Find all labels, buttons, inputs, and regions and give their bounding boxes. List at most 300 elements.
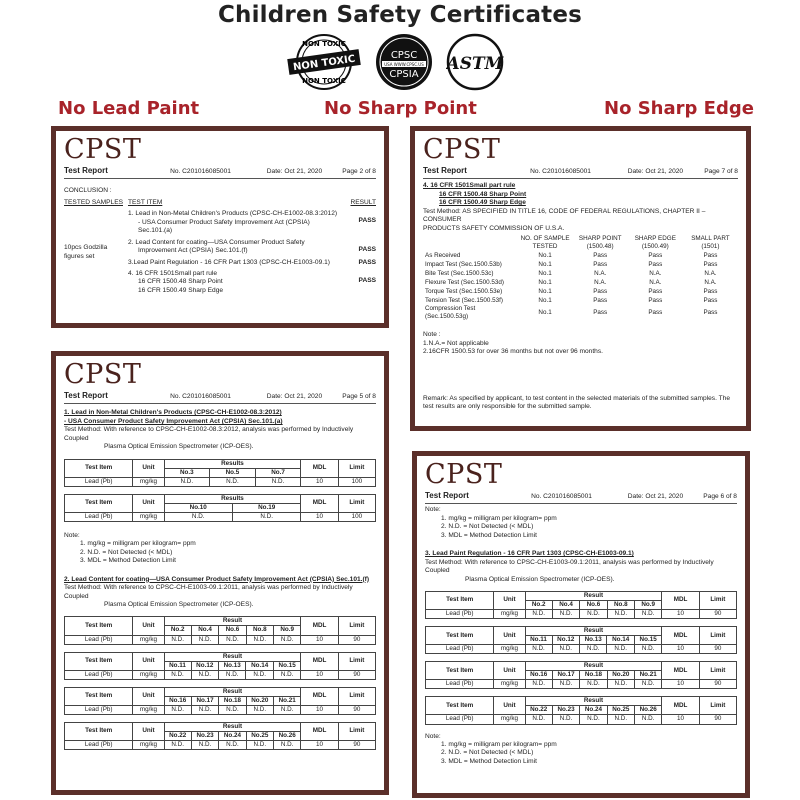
lead-result-table (425, 661, 737, 689)
cell-test-name: Impact Test (Sec.1500.53b) (425, 260, 502, 268)
lead-table-1 (64, 459, 376, 487)
report-page-number: Page 7 of 8 (704, 168, 738, 175)
note-item: 2. N.D. = Not Detected (< MDL) (441, 523, 534, 531)
cell-result: N.D. (634, 645, 661, 654)
col-limit: Limit (699, 697, 736, 715)
table-header-row (423, 235, 738, 251)
col-limit: Limit (338, 652, 375, 670)
notes-list (64, 540, 376, 565)
col-sample-no: No.22 (525, 706, 552, 715)
col-mdl: MDL (662, 627, 699, 645)
conclusion-item-result: PASS (358, 245, 376, 253)
table-header-row (65, 652, 376, 661)
col-test-item: Test Item (65, 617, 133, 635)
report-header (423, 166, 738, 179)
col-sample-no: No.15 (273, 661, 300, 670)
cell-result: N.D. (273, 670, 300, 679)
cell-value: No.1 (538, 278, 552, 286)
cell-result: N.D. (246, 635, 273, 644)
cell-result: N.D. (525, 645, 552, 654)
section-2-method-2: Plasma Optical Emission Spectrometer (ICP-OES). (104, 600, 254, 608)
lead-paint-tables (425, 591, 737, 725)
lead-result-table (64, 494, 376, 522)
lead-result-table (425, 591, 737, 619)
col-results: Result (164, 722, 301, 731)
cell-value: Pass (593, 287, 608, 295)
cell-limit: 90 (338, 670, 375, 679)
table-header-row (65, 722, 376, 731)
cpst-logo: CPST (423, 134, 501, 165)
cell-mdl: 10 (301, 740, 338, 749)
col-sample-no: No.25 (607, 706, 634, 715)
col-sample-no: No.25 (246, 731, 273, 740)
col-sample-no: No.8 (246, 626, 273, 635)
cell-limit: 100 (338, 512, 375, 521)
cell-result: N.D. (164, 740, 191, 749)
cell-mdl: 10 (662, 610, 699, 619)
cell-result: N.D. (607, 715, 634, 724)
conclusion-item-line: Sec.101.(a) (138, 227, 173, 235)
cell-test-name: Torque Test (Sec.1500.53e) (425, 287, 503, 295)
cell-test-name: As Received (425, 251, 461, 259)
col-sample-no: No.12 (552, 636, 579, 645)
col-results: Results (164, 494, 301, 503)
nontoxic-bottom: NON TOXIC (302, 77, 346, 85)
conclusion-item-result: PASS (358, 276, 376, 284)
lead-table-2 (64, 494, 376, 522)
col-sample-no: No.24 (219, 731, 246, 740)
col-test-item: Test Item (65, 722, 133, 740)
lead-result-table (64, 722, 376, 750)
lead-result-table (64, 459, 376, 487)
cell-mdl: 10 (301, 635, 338, 644)
cell-unit: mg/kg (494, 610, 525, 619)
col-sample-no: No.4 (191, 626, 218, 635)
cell-value: N.A. (704, 269, 717, 277)
col-test-item: Test Item (65, 459, 133, 477)
table-header-row (65, 494, 376, 503)
col-limit: Limit (338, 617, 375, 635)
cell-value: No.1 (538, 260, 552, 268)
report-page-number: Page 6 of 8 (703, 493, 737, 500)
cell-value: Pass (593, 251, 608, 259)
report-date: Date: Oct 21, 2020 (266, 168, 323, 175)
report-page-5 (51, 351, 389, 795)
conclusion-item-line: 16 CFR 1500.48 Sharp Point (138, 278, 223, 286)
lead-result-table (64, 616, 376, 644)
section-1-method: Test Method: With reference to CPSC-CH-E1002-08.3:2012, analysis was performed by Inductively Coupled (64, 426, 354, 442)
cell-result: N.D. (246, 740, 273, 749)
nontoxic-mid: NON TOXIC (292, 53, 356, 74)
cell-limit: 90 (338, 705, 375, 714)
mechanical-test-table (423, 235, 738, 321)
cell-result: N.D. (525, 610, 552, 619)
conclusion-item-line: - USA Consumer Product Safety Improvement Act (CPSIA) (138, 218, 310, 226)
table-row (423, 251, 738, 260)
conclusion-item (128, 270, 376, 295)
col-mdl: MDL (301, 459, 338, 477)
cell-unit: mg/kg (494, 645, 525, 654)
col-header: SHARP EDGE (1500.49) (634, 235, 676, 251)
section-1-subtitle: - USA Consumer Product Safety Improvement Act (CPSIA) Sec.101.(a) (64, 417, 283, 425)
table-row (423, 305, 738, 321)
col-mdl: MDL (301, 722, 338, 740)
remark: Remark: As specified by applicant, to test content in the selected materials of the submitted samples. The test results are only responsible for the submitted sample. (423, 394, 731, 410)
cell-result: N.D. (164, 705, 191, 714)
cell-result: N.D. (255, 477, 301, 486)
lead-result-table (64, 687, 376, 715)
cell-mdl: 10 (301, 477, 338, 486)
note-item: 1. mg/kg = milligram per kilogram= ppm (80, 540, 196, 548)
table-row (426, 645, 737, 654)
cell-item: Lead (Pb) (65, 635, 133, 644)
col-sample-no: No.10 (164, 503, 232, 512)
table-row (423, 287, 738, 296)
table-row (65, 512, 376, 521)
cell-result: N.D. (274, 705, 301, 714)
tested-sample: 10pcs Godzilla figures set (64, 244, 108, 260)
col-unit: Unit (133, 722, 164, 740)
table-row (65, 635, 376, 644)
col-test-item: Test Item (426, 627, 494, 645)
cell-result: N.D. (232, 512, 300, 521)
col-sample-no: No.18 (580, 671, 607, 680)
nontoxic-top: NON TOXIC (302, 40, 346, 48)
cell-unit: mg/kg (133, 635, 164, 644)
report-date: Date: Oct 21, 2020 (627, 493, 684, 500)
cell-value: No.1 (538, 309, 552, 317)
cell-result: N.D. (191, 740, 218, 749)
cpst-logo: CPST (64, 359, 142, 390)
col-header: SHARP POINT (1500.48) (578, 235, 622, 251)
cell-result: N.D. (552, 645, 579, 654)
table-row (423, 260, 738, 269)
cpst-logo: CPST (64, 134, 142, 165)
col-results: Results (164, 459, 301, 468)
col-mdl: MDL (662, 591, 699, 609)
cpsia-text: CPSIA (389, 69, 419, 80)
conclusion-item-text (128, 210, 348, 235)
report-title: Test Report (64, 391, 108, 400)
col-sample-no: No.20 (246, 696, 273, 705)
col-sample-no: No.2 (164, 626, 191, 635)
cell-item: Lead (Pb) (65, 512, 133, 521)
cell-result: N.D. (210, 477, 256, 486)
cell-mdl: 10 (662, 645, 699, 654)
col-sample-no: No.11 (525, 636, 552, 645)
table-header-row (65, 617, 376, 626)
report-title: Test Report (423, 166, 467, 175)
report-page-number: Page 2 of 8 (342, 168, 376, 175)
notes-list (425, 515, 737, 540)
col-limit: Limit (699, 591, 736, 609)
cell-mdl: 10 (301, 670, 338, 679)
cell-result: N.D. (246, 705, 273, 714)
cell-item: Lead (Pb) (65, 670, 133, 679)
report-title: Test Report (425, 491, 469, 500)
cell-result: N.D. (607, 610, 634, 619)
section-4-method: Test Method: AS SPECIFIED IN TITLE 16, CODE OF FEDERAL REGULATIONS, CHAPTER II – CONSUMER (423, 207, 706, 224)
col-test-item: Test Item (65, 652, 133, 670)
cell-result: N.D. (246, 670, 273, 679)
col-test-item: TEST ITEM (128, 198, 163, 206)
report-header (425, 491, 737, 504)
cell-result: N.D. (635, 610, 662, 619)
note-item: 3. MDL = Method Detection Limit (441, 757, 537, 765)
col-unit: Unit (494, 662, 525, 680)
note-item: 1. mg/kg = milligram per kilogram= ppm (441, 514, 557, 522)
table-row (65, 705, 376, 714)
col-limit: Limit (338, 722, 375, 740)
section-4-method-2: PRODUCTS SAFETY COMMISSION OF U.S.A. (423, 224, 565, 232)
cell-result: N.D. (635, 680, 662, 689)
cell-limit: 90 (699, 715, 736, 724)
conclusion-item-text (128, 270, 348, 295)
notes-label-2: Note: (425, 732, 441, 740)
cell-value: No.1 (538, 269, 552, 277)
cell-result: N.D. (580, 715, 607, 724)
table-row (423, 269, 738, 278)
note-item: 1. mg/kg = milligram per kilogram= ppm (441, 740, 557, 748)
table-row (426, 610, 737, 619)
conclusion-item-result: PASS (358, 258, 376, 266)
cell-limit: 90 (699, 645, 736, 654)
col-sample-no: No.6 (219, 626, 246, 635)
report-date: Date: Oct 21, 2020 (627, 168, 684, 175)
note-item: 3. MDL = Method Detection Limit (441, 531, 537, 539)
cell-value: Pass (703, 309, 718, 317)
col-sample-no: No.8 (607, 600, 634, 609)
cell-value: No.1 (538, 251, 552, 259)
cpsc-text: CPSC (390, 50, 418, 61)
report-header (64, 391, 376, 404)
lead-result-table (64, 652, 376, 680)
col-sample-no: No.17 (191, 696, 218, 705)
conclusion-item-line: 2. Lead Content for coating—USA Consumer Product Safety (128, 238, 305, 246)
col-tested-samples: TESTED SAMPLES (64, 198, 123, 206)
conclusion-item-line: 16 CFR 1500.49 Sharp Edge (138, 286, 224, 294)
cell-result: N.D. (164, 670, 191, 679)
cell-result: N.D. (607, 680, 634, 689)
note-item: 2. N.D. = Not Detected (< MDL) (80, 548, 173, 556)
cell-test-name: Flexure Test (Sec.1500.53d) (425, 278, 504, 286)
notes-list (423, 340, 738, 357)
note-item: 2.16CFR 1500.53 for over 36 months but not over 96 months. (423, 348, 603, 356)
col-limit: Limit (338, 494, 375, 512)
note-item: 2. N.D. = Not Detected (< MDL) (441, 749, 534, 757)
cell-limit: 90 (699, 610, 736, 619)
note-item: 3. MDL = Method Detection Limit (80, 557, 176, 565)
table-header-row (426, 697, 737, 706)
col-sample-no: No.4 (552, 600, 579, 609)
col-sample-no: No.23 (191, 731, 218, 740)
col-results: Result (525, 591, 662, 600)
col-sample-no: No.16 (164, 696, 191, 705)
cell-value: No.1 (538, 296, 552, 304)
section-4-sharp-point: 16 CFR 1500.48 Sharp Point (439, 190, 527, 198)
page-title: Children Safety Certificates (217, 2, 583, 28)
section-4-title: 4. 16 CFR 1501Small part rule (423, 182, 516, 190)
cell-result: N.D. (164, 512, 232, 521)
col-unit: Unit (494, 697, 525, 715)
table-header-row (65, 687, 376, 696)
cpsc-sub: USA WWW.CPSC.US (384, 62, 424, 67)
col-sample-no: No.3 (164, 468, 210, 477)
cell-value: N.A. (649, 269, 662, 277)
col-sample-no: No.21 (274, 696, 301, 705)
col-limit: Limit (338, 687, 375, 705)
table-row (65, 477, 376, 486)
cell-result: N.D. (579, 645, 606, 654)
col-test-item: Test Item (65, 494, 133, 512)
notes-label: Note : (423, 331, 441, 339)
col-sample-no: No.20 (607, 671, 634, 680)
col-mdl: MDL (662, 697, 699, 715)
cell-value: N.A. (594, 269, 607, 277)
col-result: RESULT (350, 198, 376, 206)
table-row (65, 740, 376, 749)
cell-result: N.D. (164, 477, 210, 486)
cell-mdl: 10 (301, 512, 338, 521)
col-unit: Unit (494, 591, 525, 609)
col-sample-no: No.17 (552, 671, 579, 680)
cell-value: Pass (703, 251, 718, 259)
cell-result: N.D. (580, 610, 607, 619)
cell-value: Pass (648, 296, 663, 304)
report-number: No. C201016085001 (531, 493, 592, 500)
col-sample-no: No.26 (635, 706, 662, 715)
col-sample-no: No.21 (635, 671, 662, 680)
col-unit: Unit (494, 627, 525, 645)
col-sample-no: No.6 (580, 600, 607, 609)
cell-value: Pass (648, 260, 663, 268)
non-toxic-badge-icon (286, 32, 362, 92)
col-test-item: Test Item (426, 591, 494, 609)
cell-mdl: 10 (301, 705, 338, 714)
col-header: SMALL PART (1501) (691, 235, 730, 251)
lead-result-table (425, 626, 737, 654)
notes-list-2 (425, 741, 737, 766)
col-sample-no: No.19 (232, 503, 300, 512)
report-page-2 (51, 126, 389, 328)
report-number: No. C201016085001 (170, 168, 231, 175)
col-mdl: MDL (301, 687, 338, 705)
cell-test-name: Bite Test (Sec.1500.53c) (425, 269, 494, 277)
cell-unit: mg/kg (133, 670, 164, 679)
conclusion-item-text (128, 239, 348, 256)
cell-result: N.D. (525, 680, 552, 689)
table-header-row (426, 591, 737, 600)
cell-result: N.D. (164, 635, 191, 644)
table-header-row (426, 662, 737, 671)
cell-result: N.D. (191, 670, 218, 679)
report-title: Test Report (64, 166, 108, 175)
section-3-title: 3. Lead Paint Regulation - 16 CFR Part 1303 (CPSC-CH-E1003-09.1) (425, 550, 634, 558)
notes-label: Note: (64, 531, 80, 539)
label-no-lead-paint: No Lead Paint (58, 98, 200, 119)
cell-item: Lead (Pb) (65, 477, 133, 486)
col-results: Result (164, 687, 301, 696)
conclusion-item (128, 259, 376, 267)
col-sample-no: No.18 (219, 696, 246, 705)
col-results: Result (525, 697, 662, 706)
col-limit: Limit (699, 662, 736, 680)
col-results: Result (164, 617, 301, 626)
conclusion-item-result: PASS (358, 217, 376, 225)
table-header-row (65, 459, 376, 468)
cell-value: N.A. (594, 278, 607, 286)
conclusion-item-line: 3.Lead Paint Regulation - 16 CFR Part 1303 (CPSC-CH-E1003-09.1) (128, 258, 330, 266)
report-date: Date: Oct 21, 2020 (266, 393, 323, 400)
col-unit: Unit (133, 652, 164, 670)
cell-test-name: Tension Test (Sec.1500.53f) (425, 296, 503, 304)
note-item: 1.N.A.= Not applicable (423, 339, 489, 347)
col-header (423, 235, 518, 251)
cell-result: N.D. (635, 715, 662, 724)
label-no-sharp-point: No Sharp Point (324, 98, 477, 119)
conclusion-items (128, 210, 376, 298)
section-1-title: 1. Lead in Non-Metal Children's Products (CPSC-CH-E1002-08.3:2012) (64, 409, 282, 417)
col-mdl: MDL (301, 652, 338, 670)
cell-unit: mg/kg (494, 715, 525, 724)
coating-tables (64, 616, 376, 750)
cell-item: Lead (Pb) (426, 680, 494, 689)
table-row (426, 680, 737, 689)
cell-mdl: 10 (662, 715, 699, 724)
cell-value: Pass (703, 296, 718, 304)
col-test-item: Test Item (65, 687, 133, 705)
section-4-sharp-edge: 16 CFR 1500.49 Sharp Edge (439, 199, 526, 207)
lead-result-table (425, 696, 737, 724)
cell-value: Pass (593, 309, 608, 317)
cell-unit: mg/kg (133, 705, 164, 714)
col-sample-no: No.11 (164, 661, 191, 670)
cell-item: Lead (Pb) (426, 715, 494, 724)
cell-item: Lead (Pb) (426, 645, 494, 654)
col-sample-no: No.16 (525, 671, 552, 680)
table-row (423, 278, 738, 287)
section-3-method: Test Method: With reference to CPSC-CH-E1003-09.1:2011, analysis was performed by Inductively Coupled (425, 558, 714, 575)
col-sample-no: No.12 (191, 661, 218, 670)
conclusion-label: CONCLUSION : (64, 187, 112, 195)
table-header-row (426, 627, 737, 636)
col-mdl: MDL (301, 617, 338, 635)
cell-item: Lead (Pb) (65, 705, 133, 714)
cell-value: N.A. (704, 278, 717, 286)
conclusion-item (128, 239, 376, 256)
col-results: Result (164, 652, 301, 661)
col-sample-no: No.26 (274, 731, 301, 740)
col-unit: Unit (133, 687, 164, 705)
conclusion-item (128, 210, 376, 235)
cell-result: N.D. (552, 715, 579, 724)
cell-value: Pass (648, 309, 663, 317)
cell-limit: 90 (338, 635, 375, 644)
col-limit: Limit (338, 459, 375, 477)
cell-result: N.D. (219, 740, 246, 749)
cell-result: N.D. (580, 680, 607, 689)
cell-item: Lead (Pb) (426, 610, 494, 619)
cell-unit: mg/kg (133, 477, 164, 486)
report-page-number: Page 5 of 8 (342, 393, 376, 400)
report-page-7 (410, 126, 751, 431)
col-sample-no: No.13 (579, 636, 606, 645)
table-row (426, 715, 737, 724)
cell-result: N.D. (552, 610, 579, 619)
cell-item: Lead (Pb) (65, 740, 133, 749)
conclusion-header (64, 199, 376, 207)
col-sample-no: No.2 (525, 600, 552, 609)
